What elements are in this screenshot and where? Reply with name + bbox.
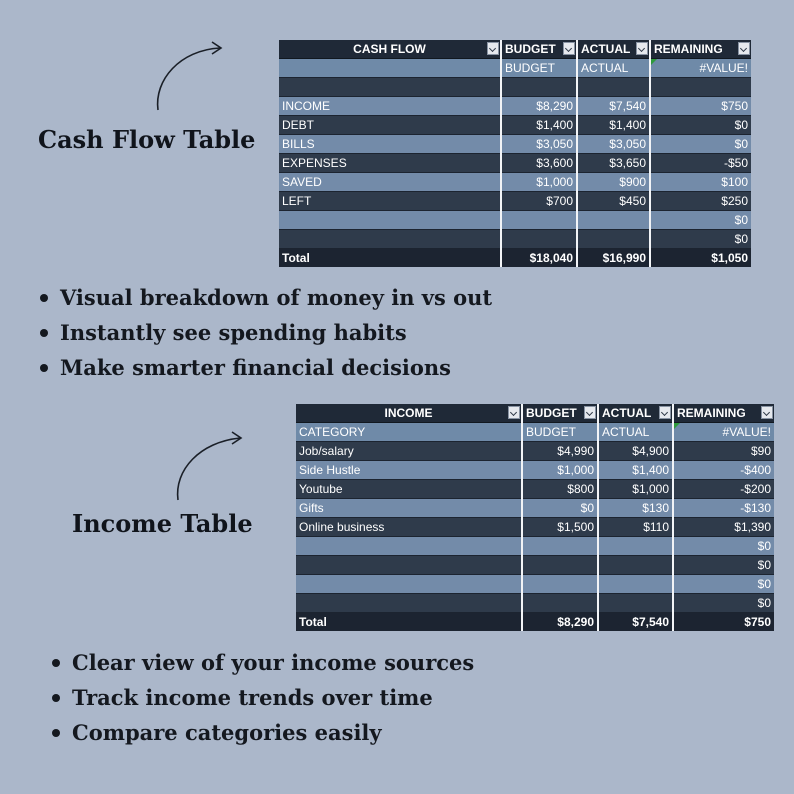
table-row: [279, 135, 751, 154]
table-cell[interactable]: $8,290: [522, 613, 598, 632]
table-row: [279, 173, 751, 192]
table-cell[interactable]: #VALUE!: [673, 423, 774, 442]
table-row: [296, 518, 774, 537]
filter-dropdown-icon[interactable]: [508, 406, 520, 419]
table-cell[interactable]: BUDGET: [501, 59, 577, 78]
cashflow-header-cell: ACTUAL: [577, 40, 650, 59]
list-item: Make smarter financial decisions: [38, 350, 492, 385]
table-cell[interactable]: [279, 211, 501, 230]
income-section-title: Income Table: [72, 509, 253, 538]
income-header-cell: ACTUAL: [598, 404, 673, 423]
table-cell[interactable]: #VALUE!: [650, 59, 751, 78]
table-cell[interactable]: $800: [522, 480, 598, 499]
cashflow-bullet-list: [38, 280, 492, 385]
table-cell[interactable]: $3,650: [577, 154, 650, 173]
filter-dropdown-icon[interactable]: [738, 42, 750, 55]
table-cell[interactable]: $1,000: [501, 173, 577, 192]
table-cell[interactable]: [501, 230, 577, 249]
table-cell[interactable]: Gifts: [296, 499, 522, 518]
table-cell[interactable]: ACTUAL: [598, 423, 673, 442]
table-row: [296, 480, 774, 499]
table-row: [296, 537, 774, 556]
table-cell[interactable]: -$50: [650, 154, 751, 173]
table-cell[interactable]: $1,400: [598, 461, 673, 480]
income-total-row: [296, 613, 774, 632]
table-cell[interactable]: $900: [577, 173, 650, 192]
table-cell[interactable]: $90: [673, 442, 774, 461]
table-cell[interactable]: $0: [673, 575, 774, 594]
cashflow-table: [279, 40, 751, 267]
table-cell[interactable]: $0: [673, 594, 774, 613]
table-cell[interactable]: $110: [598, 518, 673, 537]
income-table: [296, 404, 774, 631]
table-cell[interactable]: Side Hustle: [296, 461, 522, 480]
table-cell[interactable]: LEFT: [279, 192, 501, 211]
list-item: Visual breakdown of money in vs out: [38, 280, 492, 315]
table-row: [296, 499, 774, 518]
table-cell[interactable]: [522, 556, 598, 575]
table-cell[interactable]: [501, 211, 577, 230]
table-cell[interactable]: ACTUAL: [577, 59, 650, 78]
table-cell[interactable]: CATEGORY: [296, 423, 522, 442]
table-cell[interactable]: $250: [650, 192, 751, 211]
table-cell[interactable]: -$200: [673, 480, 774, 499]
table-cell[interactable]: $1,400: [577, 116, 650, 135]
table-cell[interactable]: $16,990: [577, 249, 650, 268]
table-cell[interactable]: $8,290: [501, 97, 577, 116]
income-header-cell: REMAINING: [673, 404, 774, 423]
table-cell[interactable]: $0: [522, 499, 598, 518]
table-cell[interactable]: BILLS: [279, 135, 501, 154]
table-cell[interactable]: [522, 575, 598, 594]
filter-dropdown-icon[interactable]: [659, 406, 671, 419]
table-row: [296, 461, 774, 480]
table-cell[interactable]: [598, 594, 673, 613]
table-cell[interactable]: Job/salary: [296, 442, 522, 461]
list-item: Instantly see spending habits: [38, 315, 492, 350]
table-cell[interactable]: $130: [598, 499, 673, 518]
table-cell[interactable]: [577, 211, 650, 230]
cashflow-header-cell: REMAINING: [650, 40, 751, 59]
curved-arrow-icon: [170, 430, 250, 504]
list-item: Compare categories easily: [50, 715, 474, 750]
table-cell[interactable]: $700: [501, 192, 577, 211]
table-row: [296, 594, 774, 613]
table-cell[interactable]: [577, 78, 650, 97]
table-cell[interactable]: [577, 230, 650, 249]
list-item: Clear view of your income sources: [50, 645, 474, 680]
table-cell[interactable]: $0: [650, 211, 751, 230]
cashflow-section-title: Cash Flow Table: [38, 125, 256, 154]
filter-dropdown-icon[interactable]: [563, 42, 575, 55]
table-cell[interactable]: [279, 59, 501, 78]
table-row: [279, 97, 751, 116]
table-cell[interactable]: Total: [279, 249, 501, 268]
table-cell[interactable]: $1,400: [501, 116, 577, 135]
table-cell[interactable]: $0: [650, 135, 751, 154]
income-bullet-list: [50, 645, 474, 750]
filter-dropdown-icon[interactable]: [487, 42, 499, 55]
table-row: [296, 442, 774, 461]
cashflow-total-row: [279, 249, 751, 268]
table-cell[interactable]: $1,000: [598, 480, 673, 499]
table-cell[interactable]: $3,600: [501, 154, 577, 173]
table-cell[interactable]: $450: [577, 192, 650, 211]
income-header-cell: INCOME: [296, 404, 522, 423]
table-cell[interactable]: -$400: [673, 461, 774, 480]
table-cell[interactable]: BUDGET: [522, 423, 598, 442]
table-cell[interactable]: $3,050: [577, 135, 650, 154]
table-cell[interactable]: EXPENSES: [279, 154, 501, 173]
table-cell[interactable]: $1,500: [522, 518, 598, 537]
table-cell[interactable]: Online business: [296, 518, 522, 537]
table-row: [279, 192, 751, 211]
table-cell[interactable]: [522, 594, 598, 613]
table-cell[interactable]: $4,900: [598, 442, 673, 461]
filter-dropdown-icon[interactable]: [584, 406, 596, 419]
error-marker-icon: [674, 423, 680, 429]
table-cell[interactable]: $750: [650, 97, 751, 116]
table-cell[interactable]: DEBT: [279, 116, 501, 135]
filter-dropdown-icon[interactable]: [636, 42, 648, 55]
table-row: [279, 116, 751, 135]
table-cell[interactable]: $750: [673, 613, 774, 632]
filter-dropdown-icon[interactable]: [761, 406, 773, 419]
table-cell[interactable]: $0: [673, 556, 774, 575]
table-cell[interactable]: [598, 537, 673, 556]
table-cell[interactable]: [501, 78, 577, 97]
table-cell[interactable]: Total: [296, 613, 522, 632]
table-cell[interactable]: [598, 575, 673, 594]
table-cell[interactable]: [296, 556, 522, 575]
cashflow-header-cell: BUDGET: [501, 40, 577, 59]
list-item: Track income trends over time: [50, 680, 474, 715]
table-cell[interactable]: [598, 556, 673, 575]
income-subheader-row: [296, 423, 774, 442]
cashflow-header-cell: CASH FLOW: [279, 40, 501, 59]
table-cell[interactable]: -$130: [673, 499, 774, 518]
table-cell[interactable]: [522, 537, 598, 556]
table-cell[interactable]: $7,540: [577, 97, 650, 116]
table-cell[interactable]: $18,040: [501, 249, 577, 268]
table-cell[interactable]: $0: [650, 116, 751, 135]
table-row: [279, 211, 751, 230]
table-cell[interactable]: $100: [650, 173, 751, 192]
table-row: [279, 154, 751, 173]
curved-arrow-icon: [150, 40, 230, 114]
table-row: [279, 78, 751, 97]
table-cell[interactable]: $7,540: [598, 613, 673, 632]
error-marker-icon: [651, 59, 657, 65]
table-cell[interactable]: [296, 575, 522, 594]
table-cell[interactable]: $1,390: [673, 518, 774, 537]
table-cell[interactable]: [279, 230, 501, 249]
table-cell[interactable]: [296, 537, 522, 556]
table-cell[interactable]: SAVED: [279, 173, 501, 192]
table-cell[interactable]: [279, 78, 501, 97]
table-cell[interactable]: $3,050: [501, 135, 577, 154]
income-header-row: [296, 404, 774, 423]
table-cell[interactable]: $1,000: [522, 461, 598, 480]
table-cell[interactable]: [296, 594, 522, 613]
cashflow-header-row: [279, 40, 751, 59]
table-row: [279, 230, 751, 249]
table-cell[interactable]: $4,990: [522, 442, 598, 461]
income-header-cell: BUDGET: [522, 404, 598, 423]
table-row: [296, 556, 774, 575]
table-cell[interactable]: Youtube: [296, 480, 522, 499]
table-row: [296, 575, 774, 594]
cashflow-subheader-row: [279, 59, 751, 78]
table-cell[interactable]: $1,050: [650, 249, 751, 268]
table-cell[interactable]: [650, 78, 751, 97]
table-cell[interactable]: $0: [650, 230, 751, 249]
table-cell[interactable]: $0: [673, 537, 774, 556]
table-cell[interactable]: INCOME: [279, 97, 501, 116]
